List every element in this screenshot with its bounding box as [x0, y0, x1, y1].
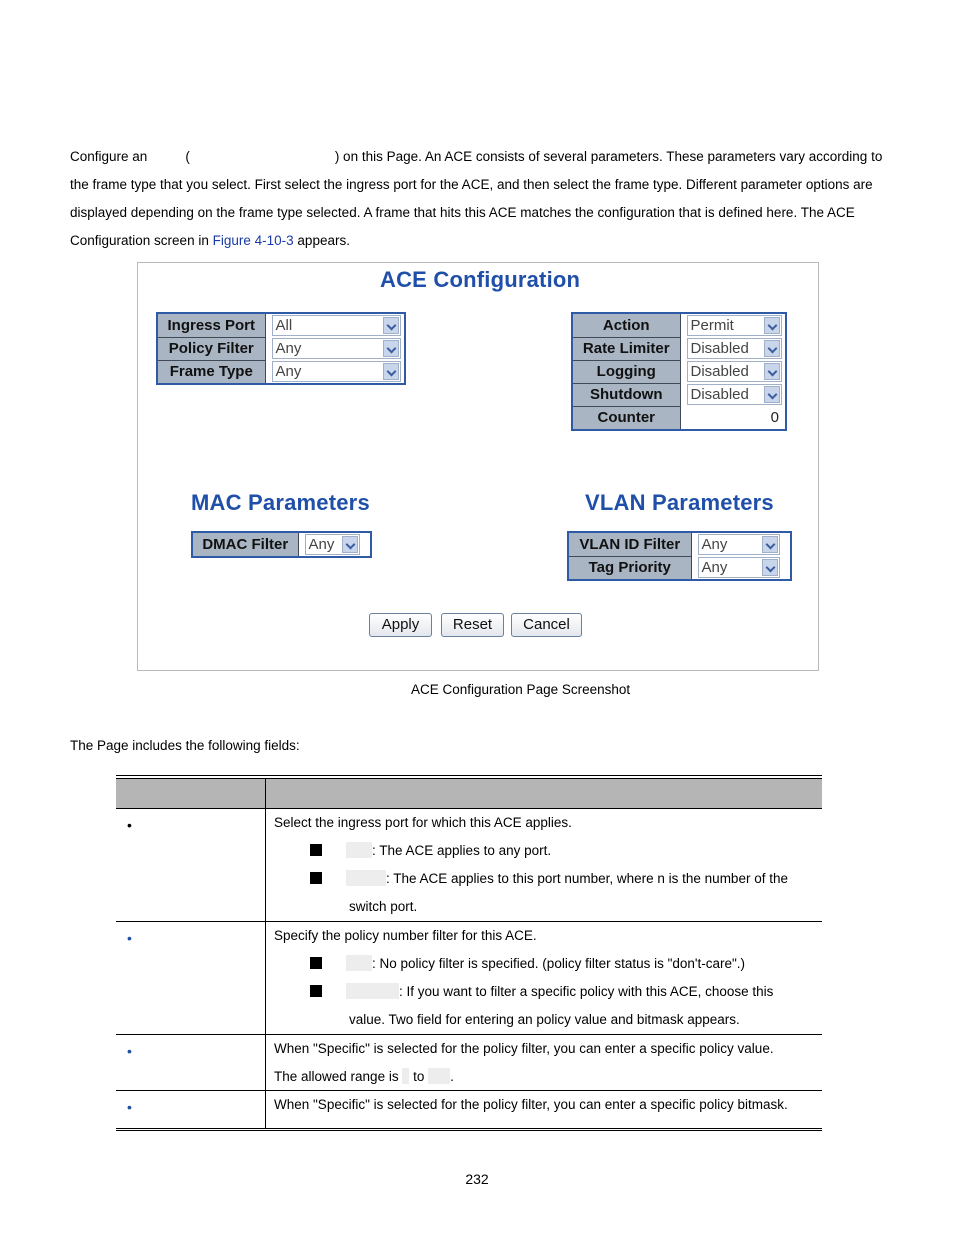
logging-select[interactable]	[687, 361, 783, 382]
chevron-down-icon	[383, 363, 399, 380]
row-text: to	[413, 1069, 425, 1084]
tag-priority-row	[568, 556, 791, 580]
row-text: Select the ingress port for which this ACE applies.	[274, 815, 572, 830]
row-text: When "Specific" is selected for the policy filter, you can enter a specific policy value.	[274, 1041, 774, 1056]
action-label: Action	[572, 313, 680, 337]
row-text: When "Specific" is selected for the policy filter, you can enter a specific policy bitmask.	[274, 1097, 788, 1112]
dmac-filter-value: Any	[308, 536, 335, 553]
square-bullet-icon	[310, 844, 322, 856]
row-description	[274, 922, 814, 1034]
vlan-id-filter-label: VLAN ID Filter	[568, 532, 691, 556]
row-text: : No policy filter is specified. (policy filter status is "don't-care".)	[372, 956, 746, 971]
shutdown-row	[572, 383, 786, 406]
header-divider	[265, 779, 266, 808]
logging-label: Logging	[572, 360, 680, 383]
square-bullet-icon	[310, 957, 322, 969]
chevron-down-icon	[764, 386, 780, 403]
vlan-id-filter-select[interactable]	[698, 534, 781, 555]
chevron-down-icon	[762, 559, 778, 576]
chevron-down-icon	[383, 340, 399, 357]
figure-link[interactable]: Figure 4-10-3	[212, 233, 294, 248]
column-divider	[265, 1091, 266, 1128]
dmac-filter-label: DMAC Filter	[192, 532, 298, 557]
bullet-icon: •	[127, 817, 132, 833]
tag-priority-select[interactable]	[698, 557, 781, 578]
policy-filter-select[interactable]	[272, 338, 402, 359]
action-value: Permit	[690, 317, 734, 334]
policy-filter-label: Policy Filter	[157, 337, 265, 360]
counter-value: 0	[770, 409, 779, 426]
shutdown-select[interactable]	[687, 384, 783, 405]
cancel-button[interactable]: Cancel	[511, 613, 582, 637]
ingress-port-row	[157, 313, 405, 337]
vlan-id-filter-row	[568, 532, 791, 556]
chevron-down-icon	[764, 317, 780, 334]
rate-limiter-row	[572, 337, 786, 360]
chevron-down-icon	[762, 536, 778, 553]
tag-priority-value: Any	[701, 559, 728, 576]
row-text: : The ACE applies to any port.	[372, 843, 552, 858]
vlan-id-filter-value: Any	[701, 536, 728, 553]
column-divider	[265, 922, 266, 1034]
bullet-icon: •	[127, 1043, 132, 1059]
ace-action-table	[571, 312, 787, 431]
ace-configuration-screenshot	[137, 262, 819, 671]
square-bullet-icon	[310, 985, 322, 997]
table-top-rule	[116, 775, 822, 776]
intro-text-2: (	[185, 149, 190, 164]
fields-intro: The Page includes the following fields:	[70, 738, 300, 753]
chevron-down-icon	[764, 363, 780, 380]
table-row	[116, 809, 822, 922]
table-header	[116, 778, 822, 809]
policy-filter-row	[157, 337, 405, 360]
rate-limiter-label: Rate Limiter	[572, 337, 680, 360]
vlan-parameters-table	[567, 531, 792, 581]
intro-paragraph	[70, 143, 890, 255]
table-row	[116, 1091, 822, 1128]
row-text: value. Two field for entering an policy value and bitmask appears.	[349, 1012, 740, 1027]
table-bottom-rule	[116, 1128, 822, 1131]
rate-limiter-select[interactable]	[687, 338, 783, 359]
rate-limiter-value: Disabled	[690, 340, 749, 357]
action-select[interactable]	[687, 315, 783, 336]
square-bullet-icon	[310, 872, 322, 884]
apply-button[interactable]: Apply	[369, 613, 432, 637]
row-description	[274, 1091, 814, 1119]
ace-main-table	[156, 312, 406, 385]
tag-priority-label: Tag Priority	[568, 556, 691, 580]
bullet-icon: •	[127, 930, 132, 946]
column-divider	[265, 1035, 266, 1090]
row-text: The allowed range is	[274, 1069, 399, 1084]
figure-caption: ACE Configuration Page Screenshot	[411, 682, 631, 697]
frame-type-value: Any	[275, 363, 302, 380]
dmac-filter-select[interactable]	[305, 534, 361, 555]
row-text: : If you want to filter a specific policy with this ACE, choose this	[399, 984, 774, 999]
intro-text-1: Configure an	[70, 149, 148, 164]
ingress-port-label: Ingress Port	[157, 313, 265, 337]
logging-row	[572, 360, 786, 383]
ingress-port-select[interactable]	[272, 315, 402, 336]
reset-button[interactable]: Reset	[441, 613, 504, 637]
page-number: 232	[465, 1171, 489, 1187]
row-description	[274, 1035, 814, 1091]
bullet-icon: •	[127, 1099, 132, 1115]
shutdown-label: Shutdown	[572, 383, 680, 406]
policy-filter-value: Any	[275, 340, 302, 357]
row-text: : The ACE applies to this port number, where n is the number of the	[386, 871, 788, 886]
intro-text-4: appears.	[297, 233, 350, 248]
logging-value: Disabled	[690, 363, 749, 380]
table-row	[116, 1035, 822, 1091]
frame-type-row	[157, 360, 405, 384]
mac-parameters-table	[191, 531, 372, 558]
counter-label: Counter	[572, 406, 680, 430]
mac-parameters-title: MAC Parameters	[191, 490, 370, 515]
counter-row	[572, 406, 786, 430]
intro-text-3: ) on this Page. An ACE consists of several parameters. These parameters vary according to the frame type that you select. First select the ingress port for the ACE, and then select the frame type. Different parameter options are displayed depending on the frame type selected. A frame that hits this ACE matches the configuration that is defined here. The ACE Configuration screen in	[70, 149, 883, 248]
action-row	[572, 313, 786, 337]
chevron-down-icon	[342, 536, 358, 553]
vlan-parameters-title: VLAN Parameters	[585, 490, 774, 515]
ace-config-title: ACE Configuration	[380, 267, 581, 292]
frame-type-select[interactable]	[272, 361, 402, 382]
row-text: .	[450, 1069, 454, 1084]
chevron-down-icon	[383, 317, 399, 334]
chevron-down-icon	[764, 340, 780, 357]
frame-type-label: Frame Type	[157, 360, 265, 384]
table-row	[116, 922, 822, 1035]
shutdown-value: Disabled	[690, 386, 749, 403]
ingress-port-value: All	[275, 317, 293, 334]
column-divider	[265, 809, 266, 921]
dmac-filter-row	[192, 532, 371, 557]
row-text: switch port.	[349, 899, 418, 914]
row-description	[274, 809, 814, 921]
row-text: Specify the policy number filter for this ACE.	[274, 928, 537, 943]
